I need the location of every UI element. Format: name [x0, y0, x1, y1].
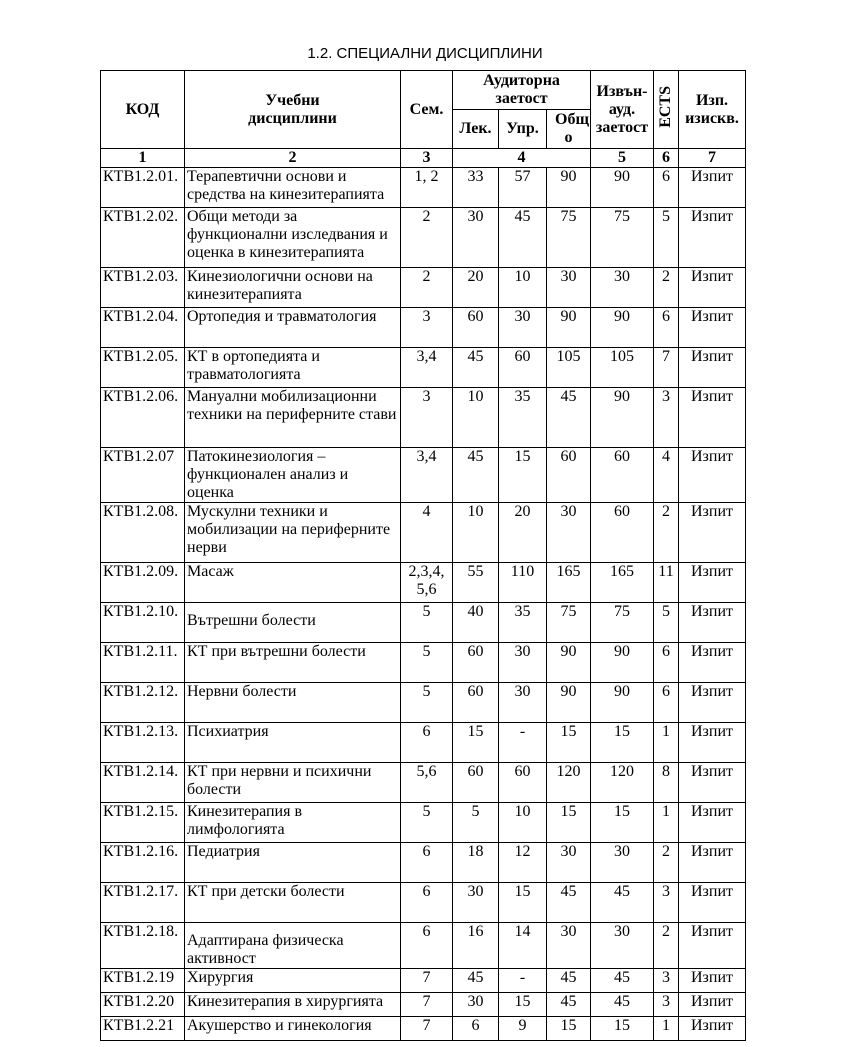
table-row [101, 843, 746, 883]
extra-hours-cell: 60 [591, 503, 654, 563]
extra-hours-cell: 45 [591, 883, 654, 923]
subject-code: КТВ1.2.17. [101, 883, 185, 923]
exam-cell: Изпит [679, 803, 746, 843]
exercises-cell: 20 [499, 503, 547, 563]
ects-cell: 2 [654, 843, 679, 883]
exam-cell: Изпит [679, 923, 746, 969]
lectures-cell: 60 [453, 763, 499, 803]
semester-cell: 7 [401, 993, 453, 1017]
exercises-cell: 9 [499, 1017, 547, 1041]
header-total: Общ о [547, 110, 591, 149]
table-row [101, 763, 746, 803]
subject-name: Хирургия [185, 969, 401, 993]
ects-cell: 11 [654, 563, 679, 603]
semester-cell: 3 [401, 388, 453, 448]
ects-cell: 3 [654, 969, 679, 993]
extra-hours-cell: 45 [591, 969, 654, 993]
header-auditory: Аудиторна заетост [453, 71, 591, 110]
table-row [101, 993, 746, 1017]
semester-cell: 3,4 [401, 348, 453, 388]
header-semester: Сем. [401, 71, 453, 149]
exercises-cell: - [499, 723, 547, 763]
exam-cell: Изпит [679, 348, 746, 388]
exam-cell: Изпит [679, 448, 746, 503]
extra-hours-cell: 15 [591, 723, 654, 763]
subject-code: КТВ1.2.06. [101, 388, 185, 448]
column-number: 4 [453, 149, 591, 168]
table-row [101, 883, 746, 923]
lectures-cell: 60 [453, 683, 499, 723]
total-cell: 75 [547, 603, 591, 643]
ects-cell: 3 [654, 388, 679, 448]
lectures-cell: 6 [453, 1017, 499, 1041]
total-cell: 30 [547, 923, 591, 969]
total-cell: 90 [547, 643, 591, 683]
extra-hours-cell: 90 [591, 168, 654, 208]
exercises-cell: 15 [499, 993, 547, 1017]
exam-cell: Изпит [679, 993, 746, 1017]
subject-code: КТВ1.2.07 [101, 448, 185, 503]
exercises-cell: 60 [499, 763, 547, 803]
semester-cell: 6 [401, 883, 453, 923]
table-row [101, 1017, 746, 1041]
semester-cell: 2,3,4, 5,6 [401, 563, 453, 603]
total-cell: 15 [547, 803, 591, 843]
column-number: 1 [101, 149, 185, 168]
lectures-cell: 60 [453, 643, 499, 683]
exam-cell: Изпит [679, 308, 746, 348]
lectures-cell: 18 [453, 843, 499, 883]
table-row [101, 969, 746, 993]
lectures-cell: 30 [453, 208, 499, 268]
subject-code: КТВ1.2.08. [101, 503, 185, 563]
lectures-cell: 45 [453, 448, 499, 503]
exercises-cell: 110 [499, 563, 547, 603]
table-row [101, 723, 746, 763]
semester-cell: 6 [401, 843, 453, 883]
subject-code: КТВ1.2.09. [101, 563, 185, 603]
ects-cell: 6 [654, 168, 679, 208]
exam-cell: Изпит [679, 683, 746, 723]
subject-name: Акушерство и гинекология [185, 1017, 401, 1041]
ects-cell: 5 [654, 603, 679, 643]
exercises-cell: 35 [499, 603, 547, 643]
lectures-cell: 45 [453, 348, 499, 388]
ects-cell: 2 [654, 923, 679, 969]
total-cell: 45 [547, 969, 591, 993]
total-cell: 15 [547, 723, 591, 763]
table-row [101, 168, 746, 208]
header-code: КОД [101, 71, 185, 149]
header-ects [654, 71, 679, 149]
lectures-cell: 55 [453, 563, 499, 603]
extra-hours-cell: 90 [591, 308, 654, 348]
lectures-cell: 20 [453, 268, 499, 308]
subject-name: Нервни болести [185, 683, 401, 723]
exam-cell: Изпит [679, 643, 746, 683]
total-cell: 90 [547, 308, 591, 348]
table-row [101, 388, 746, 448]
ects-cell: 6 [654, 683, 679, 723]
extra-hours-cell: 30 [591, 268, 654, 308]
header-exam: Изп. изискв. [679, 71, 746, 149]
lectures-cell: 10 [453, 503, 499, 563]
total-cell: 120 [547, 763, 591, 803]
extra-hours-cell: 15 [591, 803, 654, 843]
semester-cell: 5 [401, 683, 453, 723]
extra-hours-cell: 30 [591, 923, 654, 969]
semester-cell: 3,4 [401, 448, 453, 503]
ects-cell: 8 [654, 763, 679, 803]
extra-hours-cell: 60 [591, 448, 654, 503]
exercises-cell: 10 [499, 803, 547, 843]
table-row [101, 308, 746, 348]
extra-hours-cell: 75 [591, 603, 654, 643]
semester-cell: 3 [401, 308, 453, 348]
lectures-cell: 33 [453, 168, 499, 208]
exam-cell: Изпит [679, 763, 746, 803]
ects-cell: 1 [654, 723, 679, 763]
column-number: 6 [654, 149, 679, 168]
section-title: 1.2. СПЕЦИАЛНИ ДИСЦИПЛИНИ [307, 45, 543, 62]
subject-name: Адаптирана физическа активност [185, 923, 401, 969]
header-subjects: Учебни дисциплини [185, 71, 401, 149]
subject-name: Масаж [185, 563, 401, 603]
table-row [101, 803, 746, 843]
extra-hours-cell: 120 [591, 763, 654, 803]
semester-cell: 2 [401, 208, 453, 268]
ects-cell: 5 [654, 208, 679, 268]
subject-code: КТВ1.2.13. [101, 723, 185, 763]
table-row [101, 208, 746, 268]
total-cell: 30 [547, 503, 591, 563]
subject-name: Ортопедия и травматология [185, 308, 401, 348]
semester-cell: 5,6 [401, 763, 453, 803]
extra-hours-cell: 105 [591, 348, 654, 388]
semester-cell: 6 [401, 923, 453, 969]
total-cell: 105 [547, 348, 591, 388]
column-number: 2 [185, 149, 401, 168]
total-cell: 165 [547, 563, 591, 603]
table-row [101, 643, 746, 683]
subject-code: КТВ1.2.11. [101, 643, 185, 683]
extra-hours-cell: 165 [591, 563, 654, 603]
exam-cell: Изпит [679, 969, 746, 993]
subject-code: КТВ1.2.19 [101, 969, 185, 993]
lectures-cell: 45 [453, 969, 499, 993]
ects-cell: 4 [654, 448, 679, 503]
column-number: 3 [401, 149, 453, 168]
ects-cell: 1 [654, 803, 679, 843]
total-cell: 45 [547, 388, 591, 448]
ects-cell: 3 [654, 993, 679, 1017]
table-row [101, 603, 746, 643]
ects-cell: 2 [654, 268, 679, 308]
exam-cell: Изпит [679, 883, 746, 923]
subject-code: КТВ1.2.12. [101, 683, 185, 723]
column-number: 5 [591, 149, 654, 168]
exercises-cell: 30 [499, 683, 547, 723]
subject-name: Общи методи за функционални изследвания и оценка в кинезитерапията [185, 208, 401, 268]
extra-hours-cell: 45 [591, 993, 654, 1017]
subject-name: КТ при детски болести [185, 883, 401, 923]
semester-cell: 5 [401, 643, 453, 683]
subject-name: Кинезитерапия в хирургията [185, 993, 401, 1017]
ects-cell: 7 [654, 348, 679, 388]
table-row [101, 268, 746, 308]
subject-code: КТВ1.2.10. [101, 603, 185, 643]
exam-cell: Изпит [679, 563, 746, 603]
total-cell: 30 [547, 268, 591, 308]
header-exercises: Упр. [499, 110, 547, 149]
subject-name: Мануални мобилизационни техники на периферните стави [185, 388, 401, 448]
header-extra: Извън-ауд. заетост [591, 71, 654, 149]
extra-hours-cell: 90 [591, 643, 654, 683]
table-row [101, 348, 746, 388]
exam-cell: Изпит [679, 168, 746, 208]
lectures-cell: 40 [453, 603, 499, 643]
table-row [101, 563, 746, 603]
extra-hours-cell: 30 [591, 843, 654, 883]
extra-hours-cell: 90 [591, 388, 654, 448]
semester-cell: 5 [401, 803, 453, 843]
subject-name: Психиатрия [185, 723, 401, 763]
ects-cell: 1 [654, 1017, 679, 1041]
exam-cell: Изпит [679, 1017, 746, 1041]
exercises-cell: 15 [499, 883, 547, 923]
subject-code: КТВ1.2.14. [101, 763, 185, 803]
exam-cell: Изпит [679, 843, 746, 883]
subject-code: КТВ1.2.05. [101, 348, 185, 388]
exercises-cell: 15 [499, 448, 547, 503]
table-body [101, 168, 746, 1041]
table-row [101, 683, 746, 723]
subject-name: Патокинезиология –функционален анализ и оценка [185, 448, 401, 503]
lectures-cell: 30 [453, 883, 499, 923]
subject-name: Кинезиологични основи на кинезитерапията [185, 268, 401, 308]
semester-cell: 4 [401, 503, 453, 563]
subject-name: Мускулни техники и мобилизации на периферните нерви [185, 503, 401, 563]
subject-name: КТ при нервни и психични болести [185, 763, 401, 803]
total-cell: 30 [547, 843, 591, 883]
exercises-cell: 35 [499, 388, 547, 448]
extra-hours-cell: 15 [591, 1017, 654, 1041]
subject-name: Кинезитерапия в лимфологията [185, 803, 401, 843]
extra-hours-cell: 75 [591, 208, 654, 268]
ects-cell: 2 [654, 503, 679, 563]
subject-code: КТВ1.2.18. [101, 923, 185, 969]
semester-cell: 7 [401, 969, 453, 993]
table-row [101, 448, 746, 503]
semester-cell: 5 [401, 603, 453, 643]
total-cell: 90 [547, 168, 591, 208]
lectures-cell: 60 [453, 308, 499, 348]
subject-name: КТ при вътрешни болести [185, 643, 401, 683]
table-row [101, 923, 746, 969]
subject-code: КТВ1.2.04. [101, 308, 185, 348]
subject-name: Вътрешни болести [185, 603, 401, 643]
exam-cell: Изпит [679, 268, 746, 308]
exam-cell: Изпит [679, 388, 746, 448]
header-lectures: Лек. [453, 110, 499, 149]
subject-name: КТ в ортопедията и травматологията [185, 348, 401, 388]
lectures-cell: 30 [453, 993, 499, 1017]
subject-code: КТВ1.2.16. [101, 843, 185, 883]
subject-code: КТВ1.2.01. [101, 168, 185, 208]
semester-cell: 1, 2 [401, 168, 453, 208]
subject-code: КТВ1.2.03. [101, 268, 185, 308]
semester-cell: 2 [401, 268, 453, 308]
exercises-cell: 30 [499, 643, 547, 683]
lectures-cell: 15 [453, 723, 499, 763]
ects-cell: 6 [654, 308, 679, 348]
lectures-cell: 16 [453, 923, 499, 969]
exercises-cell: 45 [499, 208, 547, 268]
total-cell: 45 [547, 883, 591, 923]
subject-code: КТВ1.2.15. [101, 803, 185, 843]
header-ects-label: ECTS [657, 86, 674, 128]
exercises-cell: 12 [499, 843, 547, 883]
extra-hours-cell: 90 [591, 683, 654, 723]
lectures-cell: 5 [453, 803, 499, 843]
exam-cell: Изпит [679, 603, 746, 643]
exam-cell: Изпит [679, 723, 746, 763]
table-row [101, 503, 746, 563]
semester-cell: 6 [401, 723, 453, 763]
total-cell: 90 [547, 683, 591, 723]
column-number: 7 [679, 149, 746, 168]
exam-cell: Изпит [679, 503, 746, 563]
total-cell: 45 [547, 993, 591, 1017]
semester-cell: 7 [401, 1017, 453, 1041]
total-cell: 15 [547, 1017, 591, 1041]
total-cell: 75 [547, 208, 591, 268]
subject-code: КТВ1.2.02. [101, 208, 185, 268]
exercises-cell: 30 [499, 308, 547, 348]
curriculum-table [100, 70, 746, 1041]
exercises-cell: 10 [499, 268, 547, 308]
subject-code: КТВ1.2.20 [101, 993, 185, 1017]
exercises-cell: 60 [499, 348, 547, 388]
ects-cell: 3 [654, 883, 679, 923]
subject-name: Терапевтични основи и средства на кинезитерапията [185, 168, 401, 208]
total-cell: 60 [547, 448, 591, 503]
subject-code: КТВ1.2.21 [101, 1017, 185, 1041]
exercises-cell: 14 [499, 923, 547, 969]
exercises-cell: - [499, 969, 547, 993]
exam-cell: Изпит [679, 208, 746, 268]
subject-name: Педиатрия [185, 843, 401, 883]
exercises-cell: 57 [499, 168, 547, 208]
lectures-cell: 10 [453, 388, 499, 448]
ects-cell: 6 [654, 643, 679, 683]
